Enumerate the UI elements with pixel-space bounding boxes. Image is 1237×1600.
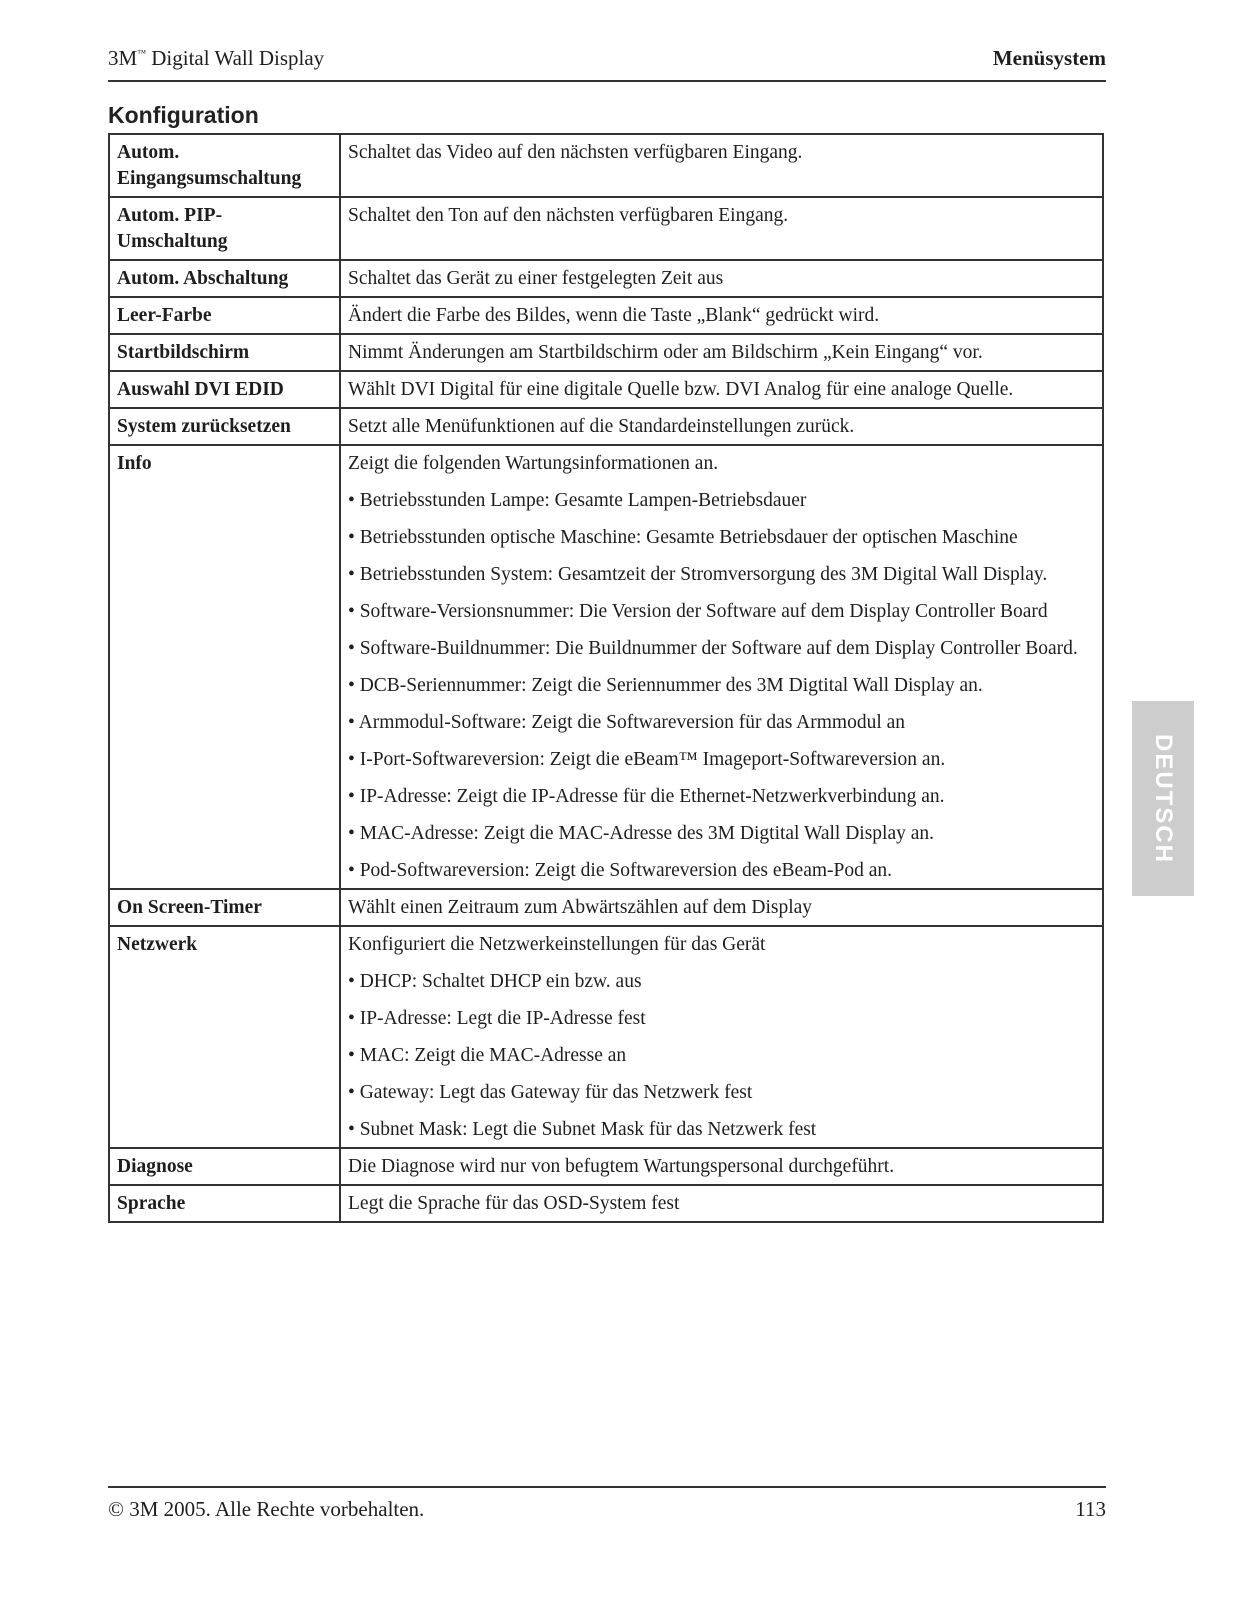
setting-description — [340, 134, 1103, 197]
description-text: Schaltet den Ton auf den nächsten verfügbaren Eingang. — [348, 205, 789, 226]
description-text: Setzt alle Menüfunktionen auf die Standardeinstellungen zurück. — [348, 416, 855, 437]
table-row — [109, 926, 1103, 1148]
description-text: Ändert die Farbe des Bildes, wenn die Taste „Blank“ gedrückt wird. — [348, 305, 880, 326]
setting-name: Diagnose — [109, 1148, 340, 1185]
setting-description — [340, 197, 1103, 260]
setting-description — [340, 1148, 1103, 1185]
setting-name: Autom. Eingangsumschaltung — [109, 134, 340, 197]
document-title: 3M™ Digital Wall Display — [108, 46, 325, 70]
setting-description — [340, 408, 1103, 445]
description-text: Schaltet das Gerät zu einer festgelegten Zeit aus — [348, 268, 724, 289]
setting-name: Netzwerk — [109, 926, 340, 1148]
table-row — [109, 334, 1103, 371]
table-row — [109, 889, 1103, 926]
setting-name: Leer-Farbe — [109, 297, 340, 334]
page-footer — [108, 1486, 1106, 1522]
setting-name: Sprache — [109, 1185, 340, 1222]
table-row — [109, 408, 1103, 445]
section-title: Konfiguration — [108, 102, 259, 128]
table-row — [109, 297, 1103, 334]
description-text: Wählt einen Zeitraum zum Abwärtszählen auf dem Display — [348, 897, 813, 918]
setting-description — [340, 334, 1103, 371]
description-text: Schaltet das Video auf den nächsten verfügbaren Eingang. — [348, 142, 803, 163]
setting-name: Autom. PIP-Umschaltung — [109, 197, 340, 260]
description-text: Wählt DVI Digital für eine digitale Quelle bzw. DVI Analog für eine analoge Quelle. — [348, 379, 1014, 400]
description-bullet: • Software-Versionsnummer: Die Version der Software auf dem Display Controller Board — [348, 601, 1048, 622]
setting-description — [340, 926, 1103, 1148]
setting-description — [340, 297, 1103, 334]
trademark-symbol: ™ — [137, 48, 147, 58]
table-row — [109, 134, 1103, 197]
description-text: Legt die Sprache für das OSD-System fest — [348, 1193, 680, 1214]
description-text: Konfiguriert die Netzwerkeinstellungen für das Gerät — [348, 934, 766, 955]
description-bullet: • MAC-Adresse: Zeigt die MAC-Adresse des 3M Digtital Wall Display an. — [348, 823, 935, 844]
table-row — [109, 1185, 1103, 1222]
table-row — [109, 445, 1103, 889]
description-bullet: • Gateway: Legt das Gateway für das Netzwerk fest — [348, 1082, 753, 1103]
description-text: Nimmt Änderungen am Startbildschirm oder am Bildschirm „Kein Eingang“ vor. — [348, 342, 983, 363]
description-bullet: • IP-Adresse: Zeigt die IP-Adresse für die Ethernet-Netzwerkverbindung an. — [348, 786, 945, 807]
setting-description — [340, 445, 1103, 889]
description-bullet: • DCB-Seriennummer: Zeigt die Seriennummer des 3M Digtital Wall Display an. — [348, 675, 983, 696]
table-row — [109, 197, 1103, 260]
setting-description — [340, 371, 1103, 408]
setting-description — [340, 260, 1103, 297]
language-side-tab — [1132, 701, 1194, 896]
setting-name: Info — [109, 445, 340, 889]
language-tab-label: DEUTSCH — [1150, 733, 1178, 864]
setting-name: On Screen-Timer — [109, 889, 340, 926]
description-bullet: • DHCP: Schaltet DHCP ein bzw. aus — [348, 971, 642, 992]
description-text: Die Diagnose wird nur von befugtem Wartungspersonal durchgeführt. — [348, 1156, 895, 1177]
copyright-notice: © 3M 2005. Alle Rechte vorbehalten. — [108, 1497, 425, 1521]
description-bullet: • Betriebsstunden optische Maschine: Gesamte Betriebsdauer der optischen Maschine — [348, 527, 1018, 548]
description-text: Zeigt die folgenden Wartungsinformationen an. — [348, 453, 719, 474]
description-bullet: • MAC: Zeigt die MAC-Adresse an — [348, 1045, 627, 1066]
table-row — [109, 260, 1103, 297]
setting-description — [340, 889, 1103, 926]
description-bullet: • Pod-Softwareversion: Zeigt die Softwareversion des eBeam-Pod an. — [348, 860, 893, 881]
description-bullet: • Betriebsstunden Lampe: Gesamte Lampen-Betriebsdauer — [348, 490, 807, 511]
table-row — [109, 371, 1103, 408]
description-bullet: • IP-Adresse: Legt die IP-Adresse fest — [348, 1008, 646, 1029]
setting-name: Auswahl DVI EDID — [109, 371, 340, 408]
setting-name: System zurücksetzen — [109, 408, 340, 445]
setting-description — [340, 1185, 1103, 1222]
configuration-table — [108, 133, 1104, 1223]
table-row — [109, 1148, 1103, 1185]
section-name: Menüsystem — [992, 46, 1106, 70]
description-bullet: • Software-Buildnummer: Die Buildnummer der Software auf dem Display Controller Board. — [348, 638, 1078, 659]
setting-name: Startbildschirm — [109, 334, 340, 371]
description-bullet: • Betriebsstunden System: Gesamtzeit der Stromversorgung des 3M Digital Wall Display. — [348, 564, 1048, 585]
description-bullet: • Subnet Mask: Legt die Subnet Mask für das Netzwerk fest — [348, 1119, 817, 1140]
description-bullet: • Armmodul-Software: Zeigt die Softwareversion für das Armmodul an — [348, 712, 906, 733]
setting-name: Autom. Abschaltung — [109, 260, 340, 297]
page-number: 113 — [1075, 1497, 1106, 1521]
page-header — [108, 46, 1106, 82]
description-bullet: • I-Port-Softwareversion: Zeigt die eBeam™ Imageport-Softwareversion an. — [348, 749, 946, 770]
